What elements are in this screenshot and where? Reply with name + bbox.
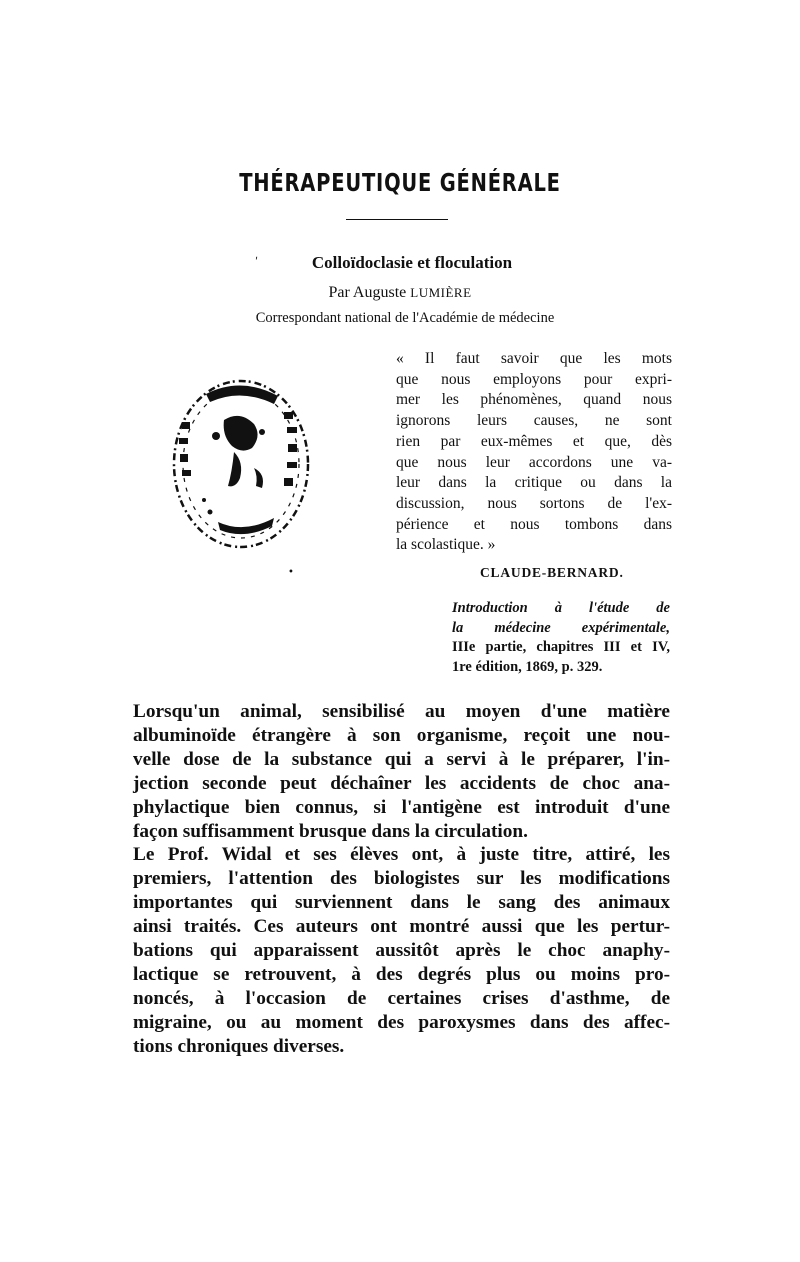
library-stamp-icon <box>166 372 316 552</box>
source-line: la médecine expérimentale, <box>452 619 670 636</box>
body-line: premiers, l'attention des biologistes sur les modifications <box>133 868 670 890</box>
source-line: 1re édition, 1869, p. 329. <box>452 658 603 675</box>
body-line: phylactique bien connus, si l'antigène est introduit d'une <box>133 796 670 818</box>
body-line: bations qui apparaissent aussitôt après le choc anaphy- <box>133 940 670 962</box>
body-line: velle dose de la substance qui a servi à le préparer, l'in- <box>133 748 670 770</box>
author-affiliation: Correspondant national de l'Académie de médecine <box>255 310 555 326</box>
epigraph-source <box>452 599 670 677</box>
epigraph-author: CLAUDE-BERNARD. <box>480 565 624 580</box>
stray-mark: ʹ <box>255 256 259 269</box>
body-paragraphs <box>133 700 670 1059</box>
stray-dot: • <box>288 567 294 578</box>
epigraph-line: périence et nous tombons dans <box>396 515 672 533</box>
body-line: façon suffisamment brusque dans la circulation. <box>133 820 528 842</box>
article-title: Colloïdoclasie et floculation <box>311 253 513 272</box>
body-line: lactique se retrouvent, à des degrés plus ou moins pro- <box>133 963 670 985</box>
epigraph-line: la scolastique. » <box>396 536 496 554</box>
body-line: Le Prof. Widal et ses élèves ont, à juste titre, attiré, les <box>133 844 670 866</box>
title-divider <box>346 219 448 220</box>
epigraph-line: rien par eux-mêmes et que, dès <box>396 432 672 450</box>
epigraph-line: ignorons leurs causes, ne sont <box>396 412 672 430</box>
epigraph-line: que nous employons pour expri- <box>396 370 672 388</box>
body-line: jection seconde peut déchaîner les accidents de choc ana- <box>133 772 670 794</box>
body-line: noncés, à l'occasion de certaines crises d'asthme, de <box>133 987 670 1009</box>
body-line: albuminoïde étrangère à son organisme, reçoit une nou- <box>133 724 670 746</box>
epigraph-line: « Il faut savoir que les mots <box>396 350 672 367</box>
body-line: tions chroniques diverses. <box>133 1035 345 1057</box>
body-line: Lorsqu'un animal, sensibilisé au moyen d'une matière <box>133 701 670 722</box>
body-line: importantes qui surviennent dans le sang des animaux <box>133 892 670 914</box>
source-line: IIIe partie, chapitres III et IV, <box>452 639 670 655</box>
body-line: ainsi traités. Ces auteurs ont montré aussi que les pertur- <box>133 916 670 938</box>
epigraph-line: que nous leur accordons une va- <box>396 453 672 471</box>
byline <box>0 284 800 302</box>
body-line: migraine, ou au moment des paroxysmes dans des affec- <box>133 1011 670 1033</box>
epigraph-quote <box>396 349 672 556</box>
author-name: LUMIÈRE <box>410 285 472 300</box>
epigraph-line: mer les phénomènes, quand nous <box>396 391 672 409</box>
byline-prefix: Par Auguste <box>328 284 411 301</box>
source-line: Introduction à l'étude de <box>452 600 670 616</box>
epigraph-line: discussion, nous sortons de l'ex- <box>396 494 672 512</box>
epigraph-line: leur dans la critique ou dans la <box>396 474 672 492</box>
section-title: THÉRAPEUTIQUE GÉNÉRALE <box>239 168 561 197</box>
